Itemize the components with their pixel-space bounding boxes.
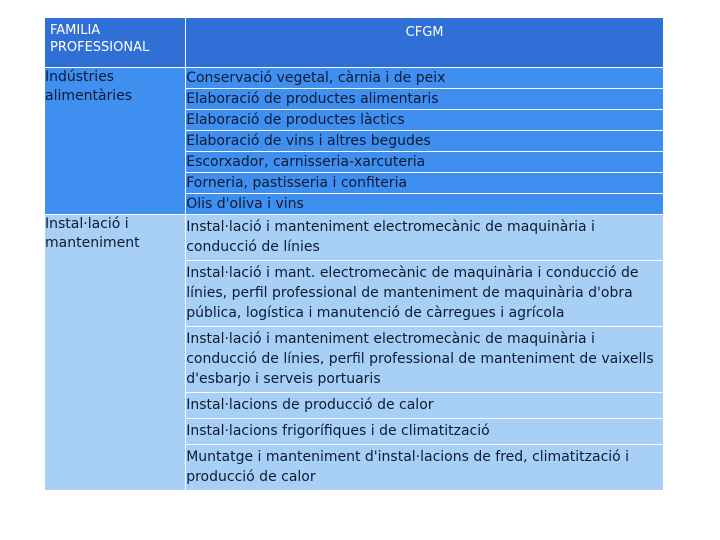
- course-cell: Muntatge i manteniment d'instal·lacions de fred, climatització i producció de calor: [186, 445, 664, 491]
- header-row: [45, 18, 664, 68]
- family-cell: Indústries alimentàries: [45, 68, 186, 215]
- course-cell: Instal·lació i manteniment electromecànic de maquinària i conducció de línies: [186, 215, 664, 261]
- course-cell: Elaboració de productes làctics: [186, 110, 664, 131]
- family-cell: Instal·lació i manteniment: [45, 215, 186, 491]
- course-cell: Elaboració de productes alimentaris: [186, 89, 664, 110]
- header-family: FAMILIA PROFESSIONAL: [45, 18, 186, 68]
- course-cell: Instal·lacions de producció de calor: [186, 393, 664, 419]
- table-row: [45, 215, 664, 261]
- table-row: [45, 68, 664, 89]
- course-cell: Instal·lació i mant. electromecànic de maquinària i conducció de línies, perfil professional de manteniment de maquinària d'obra pública, logística i manutenció de càrregues i agrícola: [186, 261, 664, 327]
- course-cell: Instal·lacions frigorífiques i de climatització: [186, 419, 664, 445]
- course-cell: Instal·lació i manteniment electromecànic de maquinària i conducció de línies, perfil professional de manteniment de vaixells d'esbarjo i serveis portuaris: [186, 327, 664, 393]
- courses-table: [44, 17, 664, 491]
- course-cell: Elaboració de vins i altres begudes: [186, 131, 664, 152]
- course-cell: Conservació vegetal, càrnia i de peix: [186, 68, 664, 89]
- course-cell: Escorxador, carnisseria-xarcuteria: [186, 152, 664, 173]
- course-cell: Olis d'oliva i vins: [186, 194, 664, 215]
- header-level: CFGM: [186, 18, 664, 68]
- course-cell: Forneria, pastisseria i confiteria: [186, 173, 664, 194]
